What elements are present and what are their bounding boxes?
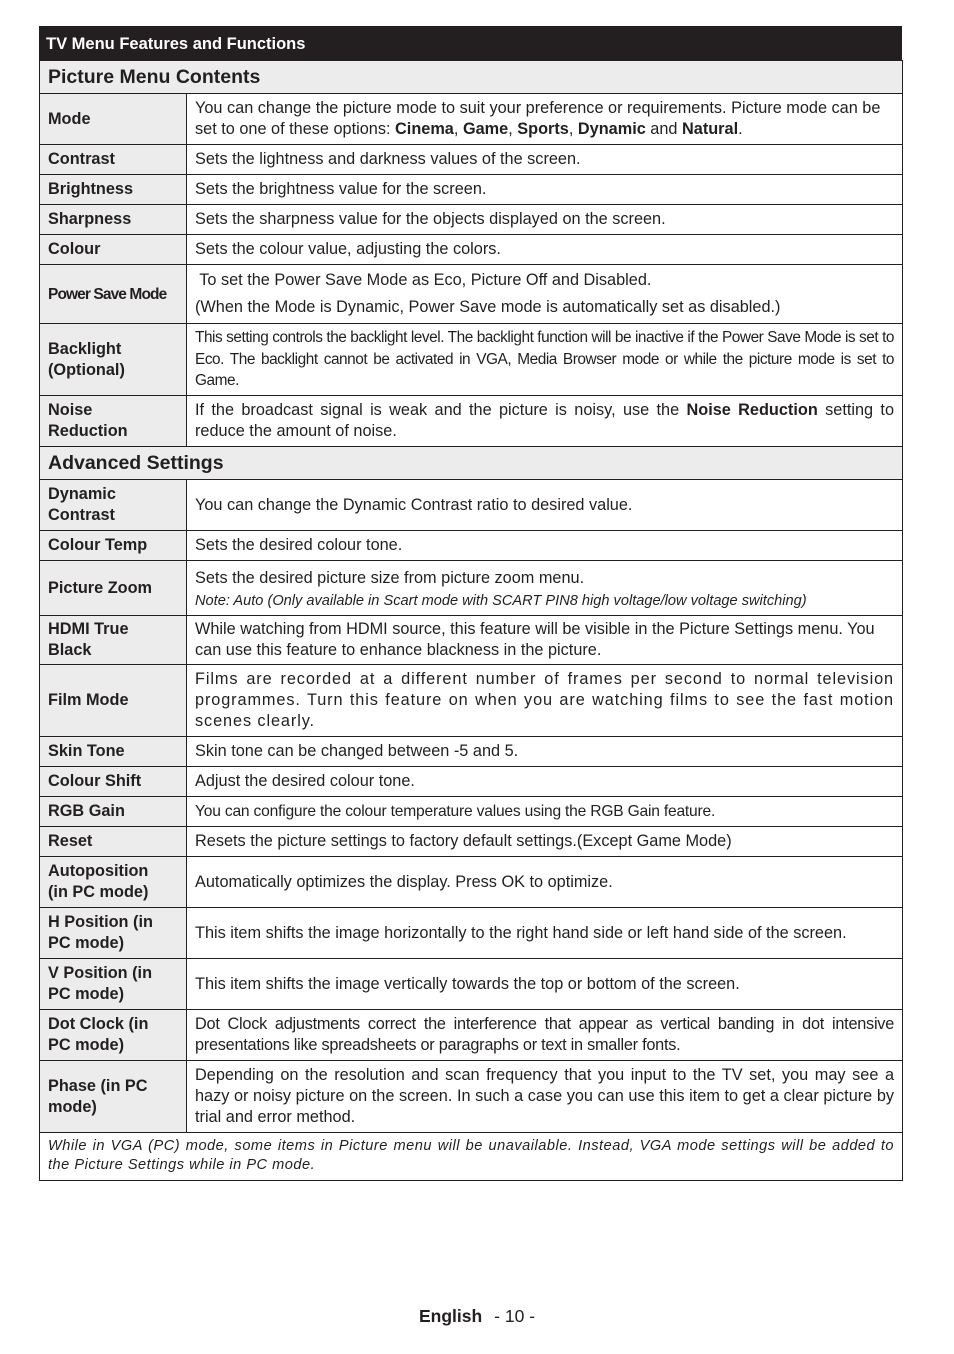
section-advanced-settings: Advanced Settings (40, 447, 903, 480)
row-desc-brightness: Sets the brightness value for the screen. (187, 175, 903, 205)
row-label-rgb-gain: RGB Gain (40, 797, 187, 827)
feature-table (39, 60, 903, 1181)
table-row (40, 205, 903, 235)
row-desc-contrast: Sets the lightness and darkness values of the screen. (187, 145, 903, 175)
row-label-brightness: Brightness (40, 175, 187, 205)
table-row (40, 767, 903, 797)
row-label-colour: Colour (40, 235, 187, 265)
row-desc-h-position: This item shifts the image horizontally to the right hand side or left hand side of the screen. (187, 908, 903, 959)
row-label-autoposition: Autoposition (in PC mode) (40, 857, 187, 908)
row-label-hdmi-true-black: HDMI True Black (40, 616, 187, 665)
section-picture-menu: Picture Menu Contents (40, 61, 903, 94)
row-desc-backlight: This setting controls the backlight level. The backlight function will be inactive if the Power Save Mode is set to Eco. The backlight cannot be activated in VGA, Media Browser mode or while the picture mode is set to Game. (187, 324, 903, 396)
table-row (40, 959, 903, 1010)
row-label-v-position: V Position (in PC mode) (40, 959, 187, 1010)
row-label-colour-temp: Colour Temp (40, 531, 187, 561)
row-label-power-save-mode: Power Save Mode (40, 265, 187, 324)
table-row (40, 94, 903, 145)
row-desc-phase: Depending on the resolution and scan frequency that you input to the TV set, you may see a hazy or noisy picture on the screen. In such a case you can use this item to get a clear picture by trial and error method. (187, 1061, 903, 1133)
table-row (40, 857, 903, 908)
row-label-skin-tone: Skin Tone (40, 737, 187, 767)
row-desc-sharpness: Sets the sharpness value for the objects displayed on the screen. (187, 205, 903, 235)
row-desc-autoposition: Automatically optimizes the display. Press OK to optimize. (187, 857, 903, 908)
row-label-dot-clock: Dot Clock (in PC mode) (40, 1010, 187, 1061)
table-row (40, 396, 903, 447)
section-row (40, 61, 903, 94)
row-label-film-mode: Film Mode (40, 665, 187, 737)
footnote-row (40, 1133, 903, 1181)
row-desc-dynamic-contrast: You can change the Dynamic Contrast ratio to desired value. (187, 480, 903, 531)
row-desc-rgb-gain: You can configure the colour temperature values using the RGB Gain feature. (187, 797, 903, 827)
table-row (40, 737, 903, 767)
row-label-phase: Phase (in PC mode) (40, 1061, 187, 1133)
row-desc-picture-zoom: Sets the desired picture size from picture zoom menu. Note: Auto (Only available in Scart mode with SCART PIN8 high voltage/low voltage switching) (187, 561, 903, 616)
row-desc-v-position: This item shifts the image vertically towards the top or bottom of the screen. (187, 959, 903, 1010)
table-row (40, 1010, 903, 1061)
row-label-mode: Mode (40, 94, 187, 145)
table-row (40, 235, 903, 265)
row-label-colour-shift: Colour Shift (40, 767, 187, 797)
table-row (40, 616, 903, 665)
row-desc-colour: Sets the colour value, adjusting the colors. (187, 235, 903, 265)
row-label-sharpness: Sharpness (40, 205, 187, 235)
section-row (40, 447, 903, 480)
table-row (40, 265, 903, 324)
row-desc-film-mode: Films are recorded at a different number of frames per second to normal television programmes. Turn this feature on when you are watching films to see the fast motion scenes clearly. (187, 665, 903, 737)
row-desc-colour-temp: Sets the desired colour tone. (187, 531, 903, 561)
page-number: - 10 - (494, 1306, 536, 1326)
table-row (40, 908, 903, 959)
row-desc-power-save-mode: To set the Power Save Mode as Eco, Picture Off and Disabled. (When the Mode is Dynamic, Power Save mode is automatically set as disabled.) (187, 265, 903, 324)
footer-language: English (418, 1306, 483, 1326)
manual-page (39, 26, 902, 1181)
table-row (40, 797, 903, 827)
row-desc-skin-tone: Skin tone can be changed between -5 and 5. (187, 737, 903, 767)
page-banner: TV Menu Features and Functions (39, 26, 902, 60)
page-footer (0, 1306, 954, 1327)
row-desc-noise-reduction: If the broadcast signal is weak and the picture is noisy, use the Noise Reduction setting to reduce the amount of noise. (187, 396, 903, 447)
vga-mode-footnote: While in VGA (PC) mode, some items in Picture menu will be unavailable. Instead, VGA mode settings will be added to the Picture Settings while in PC mode. (40, 1133, 903, 1181)
table-row (40, 1061, 903, 1133)
row-label-picture-zoom: Picture Zoom (40, 561, 187, 616)
row-label-noise-reduction: Noise Reduction (40, 396, 187, 447)
row-desc-mode: You can change the picture mode to suit your preference or requirements. Picture mode can be set to one of these options: Cinema, Game, Sports, Dynamic and Natural. (187, 94, 903, 145)
row-label-reset: Reset (40, 827, 187, 857)
table-row (40, 561, 903, 616)
table-row (40, 531, 903, 561)
table-row (40, 175, 903, 205)
table-row (40, 827, 903, 857)
row-label-backlight: Backlight (Optional) (40, 324, 187, 396)
table-row (40, 665, 903, 737)
table-row (40, 145, 903, 175)
row-label-h-position: H Position (in PC mode) (40, 908, 187, 959)
row-desc-hdmi-true-black: While watching from HDMI source, this feature will be visible in the Picture Settings menu. You can use this feature to enhance blackness in the picture. (187, 616, 903, 665)
row-desc-dot-clock: Dot Clock adjustments correct the interference that appear as vertical banding in dot intensive presentations like spreadsheets or paragraphs or text in smaller fonts. (187, 1010, 903, 1061)
row-desc-colour-shift: Adjust the desired colour tone. (187, 767, 903, 797)
table-row (40, 324, 903, 396)
row-label-contrast: Contrast (40, 145, 187, 175)
table-row (40, 480, 903, 531)
row-desc-reset: Resets the picture settings to factory default settings.(Except Game Mode) (187, 827, 903, 857)
row-label-dynamic-contrast: Dynamic Contrast (40, 480, 187, 531)
